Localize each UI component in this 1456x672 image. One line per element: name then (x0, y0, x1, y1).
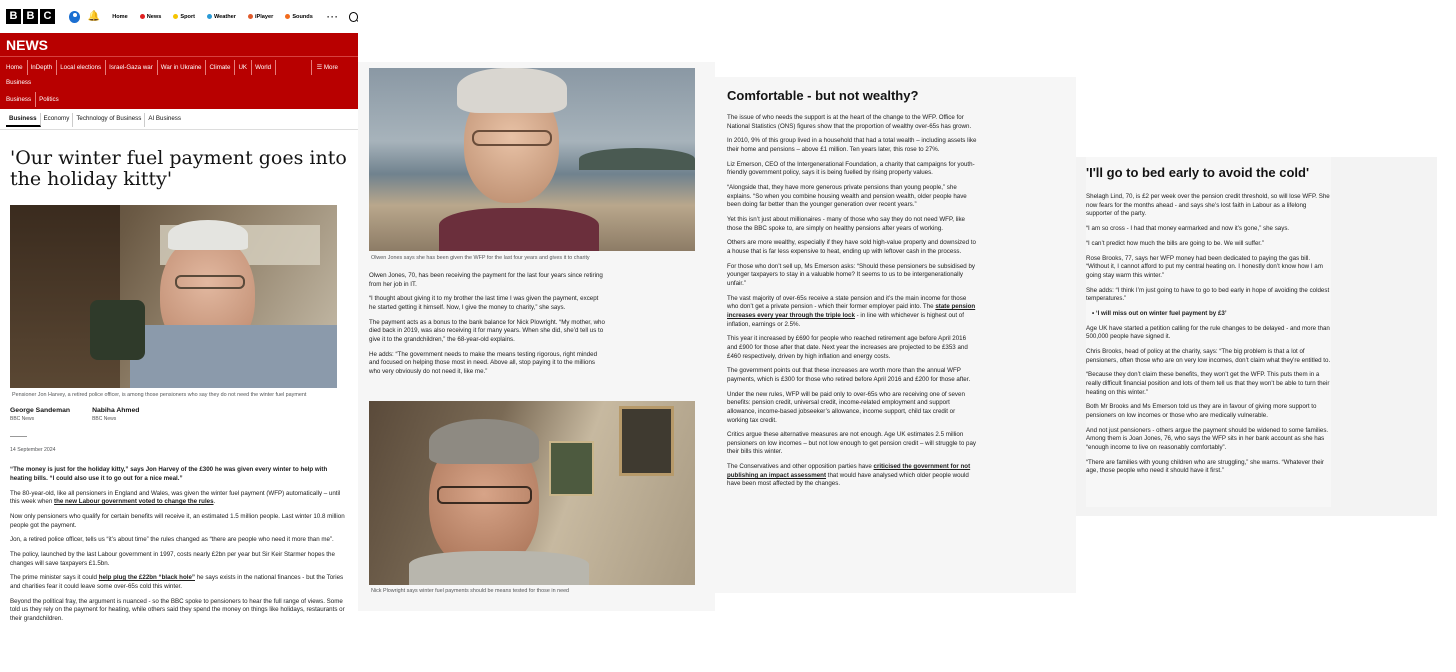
text: The vast majority of over-65s receive a state pension and it’s the main income for those who don’t get a private pension - which their former employer paid into. The (727, 294, 967, 311)
article-continuation-1 (358, 62, 715, 611)
article-paragraph: She adds: “I think I’m just going to have to go to bed early in hope of avoiding the coldest temperatures.” (1086, 286, 1330, 303)
news-section-title[interactable]: NEWS (0, 33, 358, 57)
news-nav-row2 (0, 92, 358, 109)
article-paragraph: Shelagh Lind, 70, is £2 per week over the pension credit threshold, so will lose WFP. She now fears for the months ahead - and says she’s lost faith in Labour as a lifelong supporter of the party. (1086, 193, 1330, 218)
article-continuation-2 (715, 77, 1076, 593)
section-heading: 'I'll go to bed early to avoid the cold' (1086, 165, 1310, 180)
article-link[interactable]: the new Labour government voted to change the rules (54, 498, 214, 506)
article-paragraph: Under the new rules, WFP will be paid only to over-65s who are receiving one of seven benefits: pension credit, universal credit, income-related employment and support allowance, income-based jobseeker’s allowance, income support, child tax credit or working tax credit. (727, 390, 965, 424)
article-paragraph: “Because they don’t claim these benefits, they won’t get the WFP. This puts them in a really difficult financial position and lots of them tell us that they won’t be able to turn their heating on this winter.” (1086, 371, 1330, 396)
text: The Conservatives and other opposition parties have (727, 463, 874, 471)
article-body (369, 272, 605, 383)
article-paragraph: Others are more wealthy, especially if they have sold high-value property and downsized to a house that is far less expensive to heat, ending up with leftover cash in the process. (727, 239, 976, 256)
author (92, 407, 139, 422)
bbc-logo-letter: B (6, 9, 21, 24)
article-paragraph: For those who don’t sell up, Ms Emerson asks: “Should these pensioners be subsidised by younger taxpayers to stay in a valuable home? It seems to us to be intergenerationally unfair.” (727, 262, 975, 288)
article-paragraph: “I am so cross - I had that money earmarked and now it’s gone,” she says. (1086, 224, 1290, 232)
news-nav-item[interactable]: UK (238, 60, 252, 75)
article-paragraph: And not just pensioners - others argue the payment should be widened to some families. Among them is Joan Jones, 76, who says the WFP sits in her bank account as she has “enough income to live on reasonably comfortably”. (1086, 426, 1329, 451)
article-paragraph: In 2010, 9% of this group lived in a household that had a total wealth – including assets like their home and pensions – above £1 million. Ten years later, this rose to 27%. (727, 137, 977, 153)
sport-icon (173, 14, 178, 19)
article-paragraph: “I thought about giving it to my brother the last time I was given the payment, except he started getting it himself. Now, I give the money to charity,” she says. (369, 295, 599, 311)
article-body (0, 466, 358, 623)
subnav-item[interactable]: AI Business (148, 115, 181, 122)
article-paragraph: The issue of who needs the support is at the heart of the change to the WFP. Office for National Statistics (ONS) figures show that the proportion of wealthy over-65s has grown. (727, 114, 972, 130)
news-nav-item[interactable]: Climate (209, 60, 235, 75)
article-paragraph: Rose Brooks, 77, says her WFP money had been dedicated to paying the gas bill. “Without it, I cannot afford to put my central heating on. I honestly don’t know how I am going stay warm this winter.” (1086, 254, 1323, 279)
article-continuation-3 (1076, 157, 1437, 516)
news-nav-item[interactable]: InDepth (31, 60, 58, 75)
article-paragraph: Now only pensioners who qualify for certain benefits will receive it, an estimated 1.5 million people. Last winter 10.8 million people got the payment. (10, 512, 345, 529)
divider (10, 436, 27, 437)
news-nav-item[interactable]: Home (6, 60, 28, 75)
jon-harvey-photo (10, 205, 337, 388)
business-subnav (0, 111, 358, 130)
image-caption: Olwen Jones says she has been given the WFP for the last four years and gives it to charity (371, 255, 590, 261)
text: The 80-year-old, like all pensioners in England and Wales, was given the winter fuel payment (WFP) automatically – until this week when (10, 489, 341, 506)
article-paragraph (727, 463, 977, 489)
article-paragraph: Critics argue these alternative measures are not enough. Age UK estimates 2.5 million pensioners on low incomes – but not low enough to get pension credit – will struggle to pay their bills this winter. (727, 431, 977, 456)
nav-iplayer[interactable] (248, 14, 273, 20)
article-headline: 'Our winter fuel payment goes into the holiday kitty' (10, 147, 347, 190)
nav-home[interactable] (112, 14, 128, 20)
iplayer-icon (248, 14, 253, 19)
bbc-top-bar (0, 0, 358, 33)
news-nav-item[interactable]: Israel-Gaza war (109, 60, 158, 75)
article-paragraph: The policy, launched by the last Labour government in 1997, costs nearly £2bn per year but Sir Keir Starmer hopes the changes will save taxpayers £1.5bn. (10, 551, 335, 567)
article-paragraph: Chris Brooks, head of policy at the charity, says: “The big problem is that a lot of pensioners, often those who are on very low incomes, don’t claim what they’re entitled to. (1086, 348, 1331, 364)
news-nav-item[interactable]: War in Ukraine (161, 60, 207, 75)
nav-sport[interactable] (173, 14, 195, 20)
author (10, 407, 70, 422)
sounds-icon (285, 14, 290, 19)
article-paragraph: He adds: “The government needs to make the means testing rigorous, right minded and focused on helping those most in need. Above all, stop paying it to the millions who very obviously do not need it, like me.” (369, 350, 598, 375)
article-link[interactable]: help plug the £22bn “black hole” (98, 574, 195, 582)
news-header (0, 33, 358, 109)
subnav-item[interactable]: Business (6, 113, 41, 127)
image-caption: Nick Plowright says winter fuel payments should be means tested for those in need (371, 588, 570, 594)
article-paragraph: Beyond the political fray, the argument is nuanced - so the BBC spoke to pensioners to hear the full range of views. Some told us they rely on the payment for heating, while others said they spend the money on things like holidays, restaurants or their grandchildren. (10, 597, 345, 623)
article-paragraph: “Alongside that, they have more generous private pensions than young people,” she explains. “So when you combine housing wealth and pension wealth, older people have been doing far better than the younger generation over recent years.” (727, 184, 967, 209)
bell-icon[interactable]: 🔔 (87, 11, 101, 22)
top-nav (112, 14, 313, 20)
subnav-item[interactable]: Technology of Business (73, 113, 145, 127)
nav-label: Home (112, 13, 128, 20)
article-intro: “The money is just for the holiday kitty,” says Jon Harvey of the £300 he was given every winter to help with heating bills. “I could also use it to go out for a nice meal.” (10, 466, 328, 482)
bbc-logo-letter: C (40, 9, 55, 24)
more-menu-icon[interactable]: ··· (326, 11, 339, 22)
more-button[interactable]: ☰ More (311, 60, 349, 75)
news-nav-item[interactable]: Business (6, 79, 32, 86)
article-paragraph (10, 490, 348, 507)
publish-date: 14 September 2024 (10, 447, 56, 454)
subnav-item[interactable]: Economy (41, 113, 74, 127)
image-caption: Pensioner Jon Harvey, a retired police officer, is among those pensioners who say they do not need the winter fuel payment (12, 392, 307, 398)
weather-icon (207, 14, 212, 19)
article-paragraph: Yet this isn’t just about millionaires - many of those who say they do not need WFP, like those the BBC spoke to, are simply on healthy pensions after years of working. (727, 216, 965, 232)
nav-label: iPlayer (254, 13, 274, 20)
author-role: BBC News (10, 416, 35, 423)
article-paragraph: Olwen Jones, 70, has been receiving the payment for the last four years since retiring from her job in IT. (369, 272, 603, 288)
article-body (727, 88, 977, 495)
news-nav (0, 57, 358, 92)
article-paragraph: Both Mr Brooks and Ms Emerson told us they are in favour of giving more support to pensioners on low incomes or those who are medically vulnerable. (1086, 403, 1317, 419)
article-paragraph: “There are families with young children who are struggling,” she warns. “Whatever their age, those people who need it should have it first.” (1086, 458, 1324, 475)
author-role: BBC News (92, 416, 117, 423)
bbc-logo-letter: B (23, 9, 38, 24)
article-paragraph: The government points out that these increases are worth more than the annual WFP payments, which is £300 for those who retired before April 2016 and £200 for those after. (727, 367, 971, 383)
nav-label: Weather (213, 13, 236, 20)
related-link-text: ‘I will miss out on winter fuel payment by £3’ (1095, 309, 1227, 317)
article-paragraph (10, 574, 348, 591)
nav-label: Sport (180, 13, 195, 20)
text: The prime minister says it could (10, 574, 99, 582)
nav-label: Sounds (292, 13, 313, 20)
account-icon[interactable] (69, 11, 80, 23)
text: that would have analysed which older people would have been most affected by the changes. (727, 471, 969, 488)
article-paragraph: The payment acts as a bonus to the bank balance for Nick Plowright. “My mother, who died back in 2019, was also receiving it for many years. When she did, she’d tell us to give it to the grandchildren,” the 68-year-old explains. (369, 318, 605, 343)
text: - in line with whichever is highest out of inflation, earnings or 2.5%. (727, 312, 964, 328)
related-link[interactable] (1086, 310, 1331, 319)
byline (0, 399, 358, 422)
article-link[interactable]: state pension increases every year through the triple lock (727, 303, 976, 319)
bbc-article-page (0, 0, 358, 672)
article-paragraph: Liz Emerson, CEO of the Intergenerational Foundation, a charity that campaigns for youth-friendly government policy, says it is being fuelled by rising property values. (727, 160, 975, 177)
bullet-icon: • (1092, 309, 1096, 317)
article-paragraph: Jon, a retired police officer, tells us “it’s about time” the rules changed as “there are people who need it more than me”. (10, 536, 334, 544)
news-nav-item[interactable]: Local elections (60, 60, 106, 75)
news-nav-item[interactable]: Business (6, 92, 36, 107)
olwen-jones-photo (369, 68, 695, 251)
text: . (213, 498, 216, 506)
nav-sounds[interactable] (285, 14, 313, 20)
search-icon[interactable] (349, 12, 358, 22)
article-paragraph (727, 295, 977, 329)
news-nav-item[interactable]: Politics (39, 96, 59, 103)
nav-weather[interactable] (207, 14, 236, 20)
author-name[interactable]: Nabiha Ahmed (92, 407, 140, 415)
more-label: More (323, 64, 338, 71)
article-paragraph: This year it increased by £690 for people who reached retirement age before April 2016 and £900 for those after that date. Next year the increases are projected to be £353 and £460 respectively, driven by high inflation and energy costs. (727, 335, 968, 360)
article-link[interactable]: criticised the government for not publishing an impact assessment (727, 463, 971, 479)
author-name[interactable]: George Sandeman (10, 407, 71, 415)
article-body (1086, 157, 1331, 507)
article-paragraph: “I can’t predict how much the bills are going to be. We will suffer.” (1086, 239, 1264, 247)
news-nav-item[interactable]: World (255, 60, 276, 75)
nick-plowright-photo (369, 401, 695, 585)
text: he says exists in the national finances - but the Tories and charities fear it could leave some over-65s cold this winter. (10, 574, 344, 591)
article-paragraph: Age UK have started a petition calling for the rule changes to be delayed - and more than 500,000 people have signed it. (1086, 324, 1330, 341)
nav-label: News (146, 13, 162, 20)
nav-news[interactable] (140, 14, 162, 20)
section-heading: Comfortable - but not wealthy? (727, 88, 919, 103)
news-icon (140, 14, 145, 19)
bbc-logo[interactable] (6, 9, 55, 24)
